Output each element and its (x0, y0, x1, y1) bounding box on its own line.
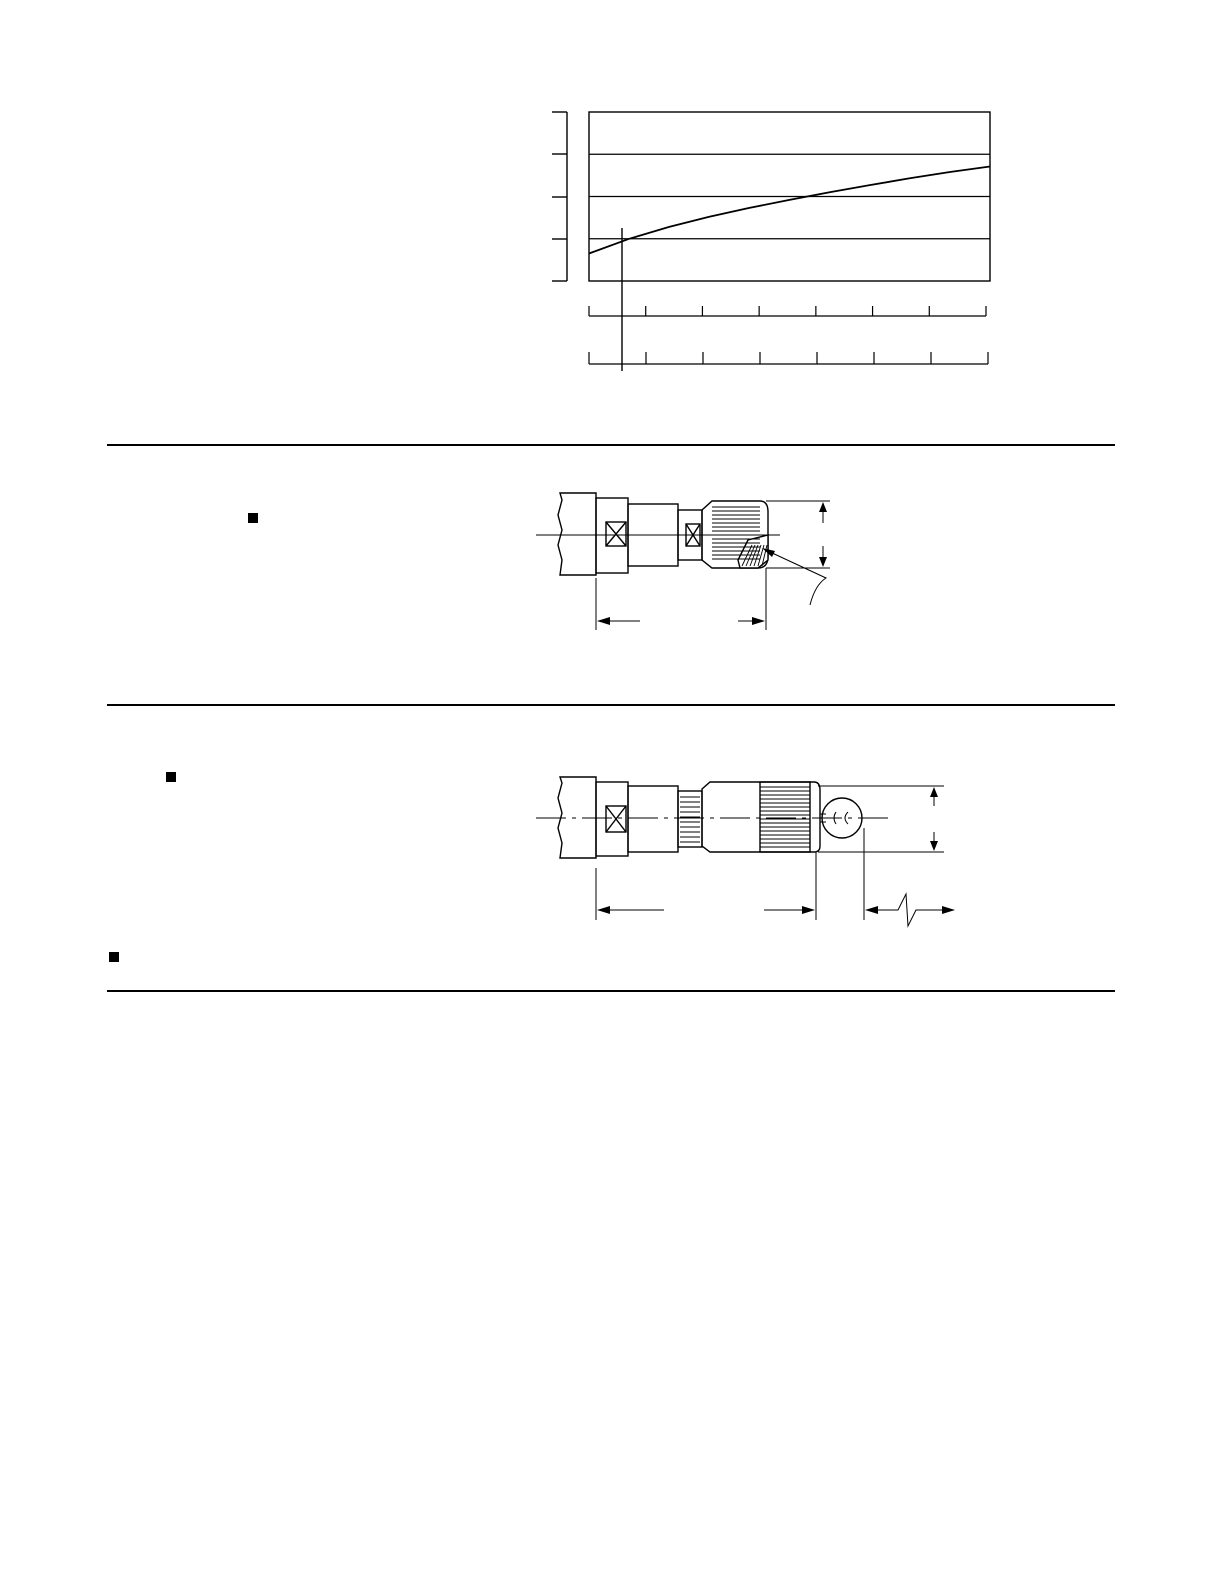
adapter-body (628, 786, 678, 852)
bullet-marker-3 (109, 952, 119, 962)
ribbed-section (678, 791, 702, 847)
knurl-band (760, 782, 810, 852)
torque-cap (702, 782, 820, 852)
coupling-nut-hex (596, 782, 628, 856)
section-divider-3 (107, 990, 1115, 992)
break-line (866, 894, 954, 926)
